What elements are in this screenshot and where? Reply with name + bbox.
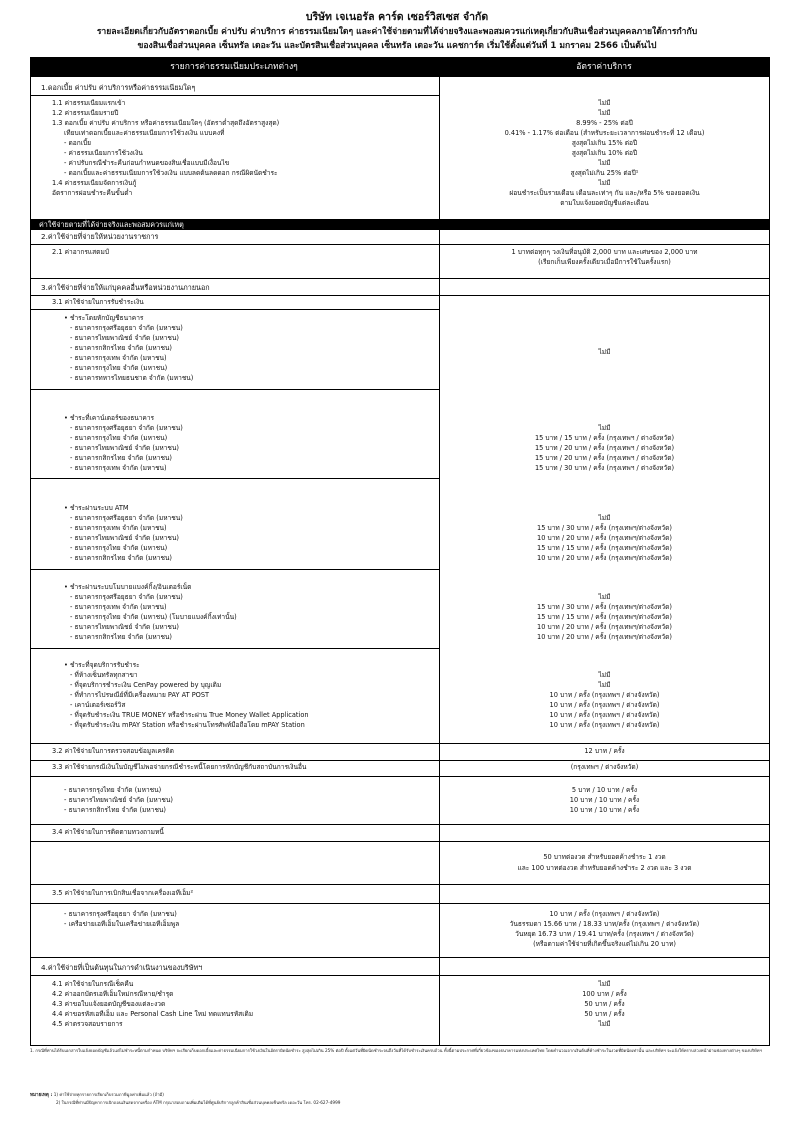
- row-value: 8.99% - 25% ต่อปี: [576, 119, 633, 127]
- row-value: 15 บาท / 15 บาท / ครั้ง (กรุงเทพฯ/ต่างจังหวัด): [537, 544, 672, 552]
- payment-point-item: - เคาน์เตอร์เซอร์วิส: [70, 701, 126, 709]
- row-value: 50 บาทต่องวด สำหรับยอดค้างชำระ 1 งวด: [543, 853, 666, 861]
- row-value: 10 บาท / 10 บาท / ครั้ง: [569, 796, 640, 804]
- divider: [31, 648, 440, 649]
- bank-item: - ธนาคารกรุงเทพ จำกัด (มหาชน): [70, 354, 167, 362]
- row-value: ไม่มี: [598, 348, 611, 356]
- row-label: - ค่าปรับกรณีชำระคืนก่อนกำหนดของสินเชื่อแบบมีเงื่อนไข: [64, 159, 230, 167]
- bank-item: - ธนาคารกสิกรไทย จำกัด (มหาชน): [70, 554, 172, 562]
- bank-item: - ธนาคารกรุงเทพ จำกัด (มหาชน): [70, 464, 167, 472]
- row-value: (กรุงเทพฯ / ต่างจังหวัด): [570, 763, 639, 771]
- row-value: 100 บาท / ครั้ง: [582, 990, 627, 998]
- divider: [31, 95, 440, 96]
- row-value: 15 บาท / 20 บาท / ครั้ง (กรุงเทพฯ / ต่างจังหวัด): [534, 444, 675, 452]
- row-value: ไม่มี: [598, 99, 611, 107]
- row-value: ผ่อนชำระเป็นรายเดือน เดือนละเท่าๆ กัน และ/หรือ 5% ของยอดเงิน: [509, 189, 700, 197]
- row-value: 10 บาท / ครั้ง (กรุงเทพฯ / ต่างจังหวัด): [549, 910, 660, 918]
- bank-item: - ธนาคารไทยพาณิชย์ จำกัด (มหาชน): [70, 623, 179, 631]
- row-value: 15 บาท / 15 บาท / ครั้ง (กรุงเทพฯ/ต่างจังหวัด): [537, 613, 672, 621]
- row-value: 0.41% - 1.17% ต่อเดือน (สำหรับระยะเวลาการผ่อนชำระที่ 12 เดือน): [504, 129, 705, 137]
- row-value: ไม่มี: [598, 179, 611, 187]
- row-label: 4.3 ค่าขอใบแจ้งยอดบัญชีของแต่ละงวด: [52, 1000, 166, 1008]
- section-1-title: 1.ดอกเบี้ย ค่าปรับ ค่าบริการหรือค่าธรรมเนียมใดๆ: [41, 83, 196, 92]
- row-value: 10 บาท / 20 บาท / ครั้ง (กรุงเทพฯ/ต่างจังหวัด): [537, 534, 672, 542]
- bank-item: - ธนาคารกรุงศรีอยุธยา จำกัด (มหาชน): [64, 910, 177, 918]
- row-value: 15 บาท / 30 บาท / ครั้ง (กรุงเทพฯ/ต่างจังหวัด): [537, 524, 672, 532]
- row-value: 12 บาท / ครั้ง: [584, 747, 625, 755]
- footnote-remarks: [30, 1092, 768, 1099]
- group-heading: • ชำระผ่านระบบ ATM: [64, 504, 129, 512]
- payment-point-item: - ที่ทำการไปรษณีย์ที่มีเครื่องหมาย PAY AT POST: [70, 691, 210, 699]
- row-label: 4.2 ค่าออกบัตรเอทีเอ็มใหม่กรณีหาย/ชำรุด: [52, 990, 174, 998]
- footnote-remarks-label: หมายเหตุ :: [30, 1093, 53, 1098]
- row-value: ไม่มี: [598, 514, 611, 522]
- subsection-3-1: 3.1 ค่าใช้จ่ายในการรับชำระเงิน: [52, 298, 144, 306]
- divider: [31, 760, 769, 761]
- payment-point-item: - ที่จุดรับชำระเงิน TRUE MONEY หรือชำระผ่าน True Money Wallet Application: [70, 711, 309, 719]
- divider: [31, 478, 440, 479]
- row-label: 3.3 ค่าใช้จ่ายกรณีเงินในบัญชีไม่พอจ่ายกรณีชำระหนี้โดยการหักบัญชีกับสถาบันการเงินอื่น: [52, 763, 307, 771]
- row-value: ไม่มี: [598, 424, 611, 432]
- bank-item: - ธนาคารกรุงไทย จำกัด (มหาชน) (โมบายแบงค์กิ้งเท่านั้น): [70, 613, 237, 621]
- row-value: สูงสุดไม่เกิน 10% ต่อปี: [571, 149, 638, 157]
- divider: [31, 244, 769, 245]
- row-label: - ดอกเบี้ย: [64, 139, 92, 147]
- table-header-left: รายการค่าธรรมเนียมประเภทต่างๆ: [170, 62, 298, 72]
- row-value: 10 บาท / 20 บาท / ครั้ง (กรุงเทพฯ/ต่างจังหวัด): [537, 554, 672, 562]
- row-value: 50 บาท / ครั้ง: [584, 1010, 625, 1018]
- divider: [31, 389, 440, 390]
- divider: [31, 824, 769, 825]
- row-value: สูงสุดไม่เกิน 25% ต่อปี¹: [570, 169, 639, 177]
- row-value: ไม่มี: [598, 671, 611, 679]
- table-header: [30, 57, 770, 77]
- divider: [31, 295, 769, 296]
- divider: [31, 309, 440, 310]
- bank-item: - ธนาคารกรุงศรีอยุธยา จำกัด (มหาชน): [70, 593, 183, 601]
- row-label: 4.5 ค่าตรวจสอบรายการ: [52, 1020, 123, 1028]
- bank-item: - ธนาคารไทยพาณิชย์ จำกัด (มหาชน): [64, 796, 173, 804]
- bank-item: - ธนาคารกรุงไทย จำกัด (มหาชน): [70, 364, 168, 372]
- row-value: และ 100 บาทต่องวด สำหรับยอดค้างชำระ 2 งวด และ 3 งวด: [517, 864, 692, 872]
- payment-point-item: - ที่ห้างเซ็นทรัลทุกสาขา: [70, 671, 138, 679]
- group-heading: • ชำระโดยหักบัญชีธนาคาร: [64, 314, 144, 322]
- divider: [31, 903, 769, 904]
- row-value: 10 บาท / 10 บาท / ครั้ง: [569, 806, 640, 814]
- row-value: ตามใบแจ้งยอดบัญชีแต่ละเดือน: [560, 199, 649, 207]
- fee-table: [30, 57, 770, 1046]
- section-2-title: 2.ค่าใช้จ่ายที่จ่ายให้หน่วยงานราชการ: [41, 232, 159, 241]
- bank-item: - ธนาคารทหารไทยธนชาต จำกัด (มหาชน): [70, 374, 194, 382]
- row-value: 10 บาท / 20 บาท / ครั้ง (กรุงเทพฯ/ต่างจังหวัด): [537, 633, 672, 641]
- footnote-1: 1. กรณีที่ท่านได้รับเอกสารใบแจ้งยอดบัญชีแล้วแต่ไม่ชำระหนี้ตามกำหนด บริษัทฯ จะเรียกเก็บดอกเบี้ยและค่าธรรมเนียมการใช้วงเงินในอัตราผิดนัดชำระ สูงสุดไม่เกิน 25% ต่อปี ตั้งแต่วันที่ผิดนัดชำระจนถึงวันที่ได้รับชำระเงินครบถ้วน ทั้งนี้ตามประกาศที่เกี่ยวข้องของธนาคารแห่งประเทศไทย โดยคำนวณจากเงินต้นที่ค้างชำระในงวดที่ผิดนัดเท่านั้น และบริษัทฯ จะแจ้งให้ทราบล่วงหน้าผ่านช่องทางต่างๆ ของบริษัทฯ: [30, 1048, 762, 1053]
- bank-item: - ธนาคารไทยพาณิชย์ จำกัด (มหาชน): [70, 534, 179, 542]
- row-label: 3.2 ค่าใช้จ่ายในการตรวจสอบข้อมูลเครดิต: [52, 747, 174, 755]
- section-4-title: 4.ค่าใช้จ่ายที่เป็นต้นทุนในการดำเนินงานของบริษัทฯ: [41, 963, 203, 972]
- row-label: เทียบเท่าดอกเบี้ยและค่าธรรมเนียมการใช้วงเงิน แบบคงที่: [64, 129, 225, 137]
- row-value: สูงสุดไม่เกิน 15% ต่อปี: [571, 139, 638, 147]
- bank-item: - ธนาคารกรุงไทย จำกัด (มหาชน): [64, 786, 162, 794]
- row-label: - ค่าธรรมเนียมการใช้วงเงิน: [64, 149, 143, 157]
- row-value: ไม่มี: [598, 980, 611, 988]
- row-label: 3.5 ค่าใช้จ่ายในการเบิกสินเชื่อจากเครื่องเอทีเอ็ม²: [52, 889, 194, 897]
- footnote-remark-1: 1) ค่าใช้จ่ายทุกรายการเรียกเก็บรวมภาษีมูลค่าเพิ่มแล้ว (ถ้ามี): [53, 1092, 164, 1097]
- row-value: (หรือตามค่าใช้จ่ายที่เกิดขึ้นจริงแต่ไม่เกิน 20 บาท): [533, 940, 676, 948]
- bank-item: - ธนาคารกรุงศรีอยุธยา จำกัด (มหาชน): [70, 514, 183, 522]
- group-heading: • ชำระผ่านระบบโมบายแบงค์กิ้ง/อินเตอร์เน็ต: [64, 583, 192, 591]
- row-value: ไม่มี: [598, 1020, 611, 1028]
- divider: [31, 957, 769, 958]
- bank-item: - ธนาคารกรุงศรีอยุธยา จำกัด (มหาชน): [70, 324, 183, 332]
- bank-item: - ธนาคารกรุงไทย จำกัด (มหาชน): [70, 434, 168, 442]
- document-subtitle-line-2: ของสินเชื่อส่วนบุคคล เซ็นทรัล เดอะวัน และบัตรสินเชื่อส่วนบุคคล เซ็นทรัล เดอะวัน แคชการ์ด เริ่มใช้ตั้งแต่วันที่ 1 มกราคม 2566 เป็นต้นไป: [137, 41, 657, 51]
- row-label: 1.1 ค่าธรรมเนียมแรกเข้า: [52, 99, 126, 107]
- payment-point-item: - ที่จุดรับชำระเงิน mPAY Station หรือชำระผ่านโทรศัพท์มือถือโดย mPAY Station: [70, 721, 305, 729]
- divider: [31, 884, 769, 885]
- row-value: ไม่มี: [598, 159, 611, 167]
- bank-item: - ธนาคารกสิกรไทย จำกัด (มหาชน): [70, 344, 172, 352]
- row-value: 15 บาท / 30 บาท / ครั้ง (กรุงเทพฯ/ต่างจังหวัด): [537, 603, 672, 611]
- row-value: 10 บาท / ครั้ง (กรุงเทพฯ / ต่างจังหวัด): [549, 711, 660, 719]
- divider: [31, 975, 769, 976]
- bank-item: - ธนาคารไทยพาณิชย์ จำกัด (มหาชน): [70, 444, 179, 452]
- divider: [31, 743, 769, 744]
- bank-item: - ธนาคารกรุงไทย จำกัด (มหาชน): [70, 544, 168, 552]
- row-value: ไม่มี: [598, 681, 611, 689]
- bank-item: - ธนาคารกสิกรไทย จำกัด (มหาชน): [70, 633, 172, 641]
- row-value: 15 บาท / 15 บาท / ครั้ง (กรุงเทพฯ / ต่างจังหวัด): [534, 434, 675, 442]
- bank-item: - ธนาคารไทยพาณิชย์ จำกัด (มหาชน): [70, 334, 179, 342]
- bank-item: - ธนาคารกสิกรไทย จำกัด (มหาชน): [64, 806, 166, 814]
- row-label: 4.4 ค่าขอรหัสเอทีเอ็ม และ Personal Cash Line ใหม่ ทดแทนรหัสเดิม: [52, 1010, 254, 1018]
- band-actual-expenses: ค่าใช้จ่ายตามที่ได้จ่ายจริงและพอสมควรแก่เหตุ: [31, 219, 769, 230]
- footnote-remark-2: 2) ในกรณีที่ท่านมีปัญหาการเบิกถอนเงินสดจากเครื่อง ATM กรุณาสอบถามเพิ่มเติมได้ที่ศูนย์บริการลูกค้าสินเชื่อส่วนบุคคลเซ็นทรัล เดอะวัน โทร. 02-627-4999: [56, 1100, 341, 1105]
- row-label: 1.2 ค่าธรรมเนียมรายปี: [52, 109, 119, 117]
- bank-item: - เครือข่ายเอทีเอ็มในเครือข่ายเอทีเอ็มพูล: [64, 920, 180, 928]
- row-value: 15 บาท / 30 บาท / ครั้ง (กรุงเทพฯ / ต่างจังหวัด): [534, 464, 675, 472]
- row-label: 2.1 ค่าอากรแสตมป์: [52, 248, 109, 256]
- row-label: อัตราการผ่อนชำระคืนขั้นต่ำ: [52, 189, 133, 197]
- document-subtitle-line-1: รายละเอียดเกี่ยวกับอัตราดอกเบี้ย ค่าปรับ ค่าบริการ ค่าธรรมเนียมใดๆ และค่าใช้จ่ายตามที่ได้จ่ายจริงและพอสมควรแก่เหตุเกี่ยวกับสินเชื่อส่วนบุคคลภายใต้การกำกับ: [96, 27, 698, 37]
- divider: [31, 569, 440, 570]
- bank-item: - ธนาคารกรุงเทพ จำกัด (มหาชน): [70, 603, 167, 611]
- row-label: 3.4 ค่าใช้จ่ายในการติดตามทวงถามหนี้: [52, 828, 164, 836]
- group-heading: • ชำระที่จุดบริการรับชำระ: [64, 661, 140, 669]
- row-value: 10 บาท / ครั้ง (กรุงเทพฯ / ต่างจังหวัด): [549, 701, 660, 709]
- row-value: 15 บาท / 20 บาท / ครั้ง (กรุงเทพฯ / ต่างจังหวัด): [534, 454, 675, 462]
- row-label: - ดอกเบี้ยและค่าธรรมเนียมการใช้วงเงิน แบบลดต้นลดดอก กรณีผิดนัดชำระ: [64, 169, 278, 177]
- divider: [31, 776, 769, 777]
- row-value: 10 บาท / 20 บาท / ครั้ง (กรุงเทพฯ/ต่างจังหวัด): [537, 623, 672, 631]
- row-label: 1.3 ดอกเบี้ย ค่าปรับ ค่าบริการ หรือค่าธรรมเนียมใดๆ (อัตราต่ำสุดถึงอัตราสูงสุด): [52, 119, 280, 127]
- row-value: ไม่มี: [598, 109, 611, 117]
- bank-item: - ธนาคารกรุงเทพ จำกัด (มหาชน): [70, 524, 167, 532]
- payment-point-item: - ที่จุดบริการชำระเงิน CenPay powered by บุญเติม: [70, 681, 222, 689]
- row-value: วันธรรมดา 15.66 บาท / 18.33 บาท/ครั้ง (กรุงเทพฯ / ต่างจังหวัด): [509, 920, 700, 928]
- divider: [31, 841, 769, 842]
- row-value: 1 บาทต่อทุกๆ วงเงินที่อนุมัติ 2,000 บาท และเศษของ 2,000 บาท: [511, 248, 698, 256]
- row-value: 5 บาท / 10 บาท / ครั้ง: [571, 786, 638, 794]
- section-3-title: 3.ค่าใช้จ่ายที่จ่ายให้แก่บุคคลอื่นหรือหน่วยงานภายนอก: [41, 283, 210, 292]
- divider: [31, 278, 769, 279]
- bank-item: - ธนาคารกสิกรไทย จำกัด (มหาชน): [70, 454, 172, 462]
- row-value: ไม่มี: [598, 593, 611, 601]
- table-header-right: อัตราค่าบริการ: [576, 62, 632, 72]
- row-value: (เรียกเก็บเพียงครั้งเดียวเมื่อมีการใช้ในครั้งแรก): [538, 258, 671, 266]
- row-value: 10 บาท / ครั้ง (กรุงเทพฯ / ต่างจังหวัด): [549, 691, 660, 699]
- row-label: 1.4 ค่าธรรมเนียมจัดการเงินกู้: [52, 179, 137, 187]
- row-label: 4.1 ค่าใช้จ่ายในกรณีเช็คคืน: [52, 980, 134, 988]
- group-heading: • ชำระที่เคาน์เตอร์ของธนาคาร: [64, 414, 155, 422]
- bank-item: - ธนาคารกรุงศรีอยุธยา จำกัด (มหาชน): [70, 424, 183, 432]
- row-value: 10 บาท / ครั้ง (กรุงเทพฯ / ต่างจังหวัด): [549, 721, 660, 729]
- row-value: วันหยุด 16.73 บาท / 19.41 บาท/ครั้ง (กรุงเทพฯ / ต่างจังหวัด): [515, 930, 694, 938]
- company-name: บริษัท เจเนอรัล คาร์ด เซอร์วิสเซส จำกัด: [305, 11, 489, 23]
- row-value: 50 บาท / ครั้ง: [584, 1000, 625, 1008]
